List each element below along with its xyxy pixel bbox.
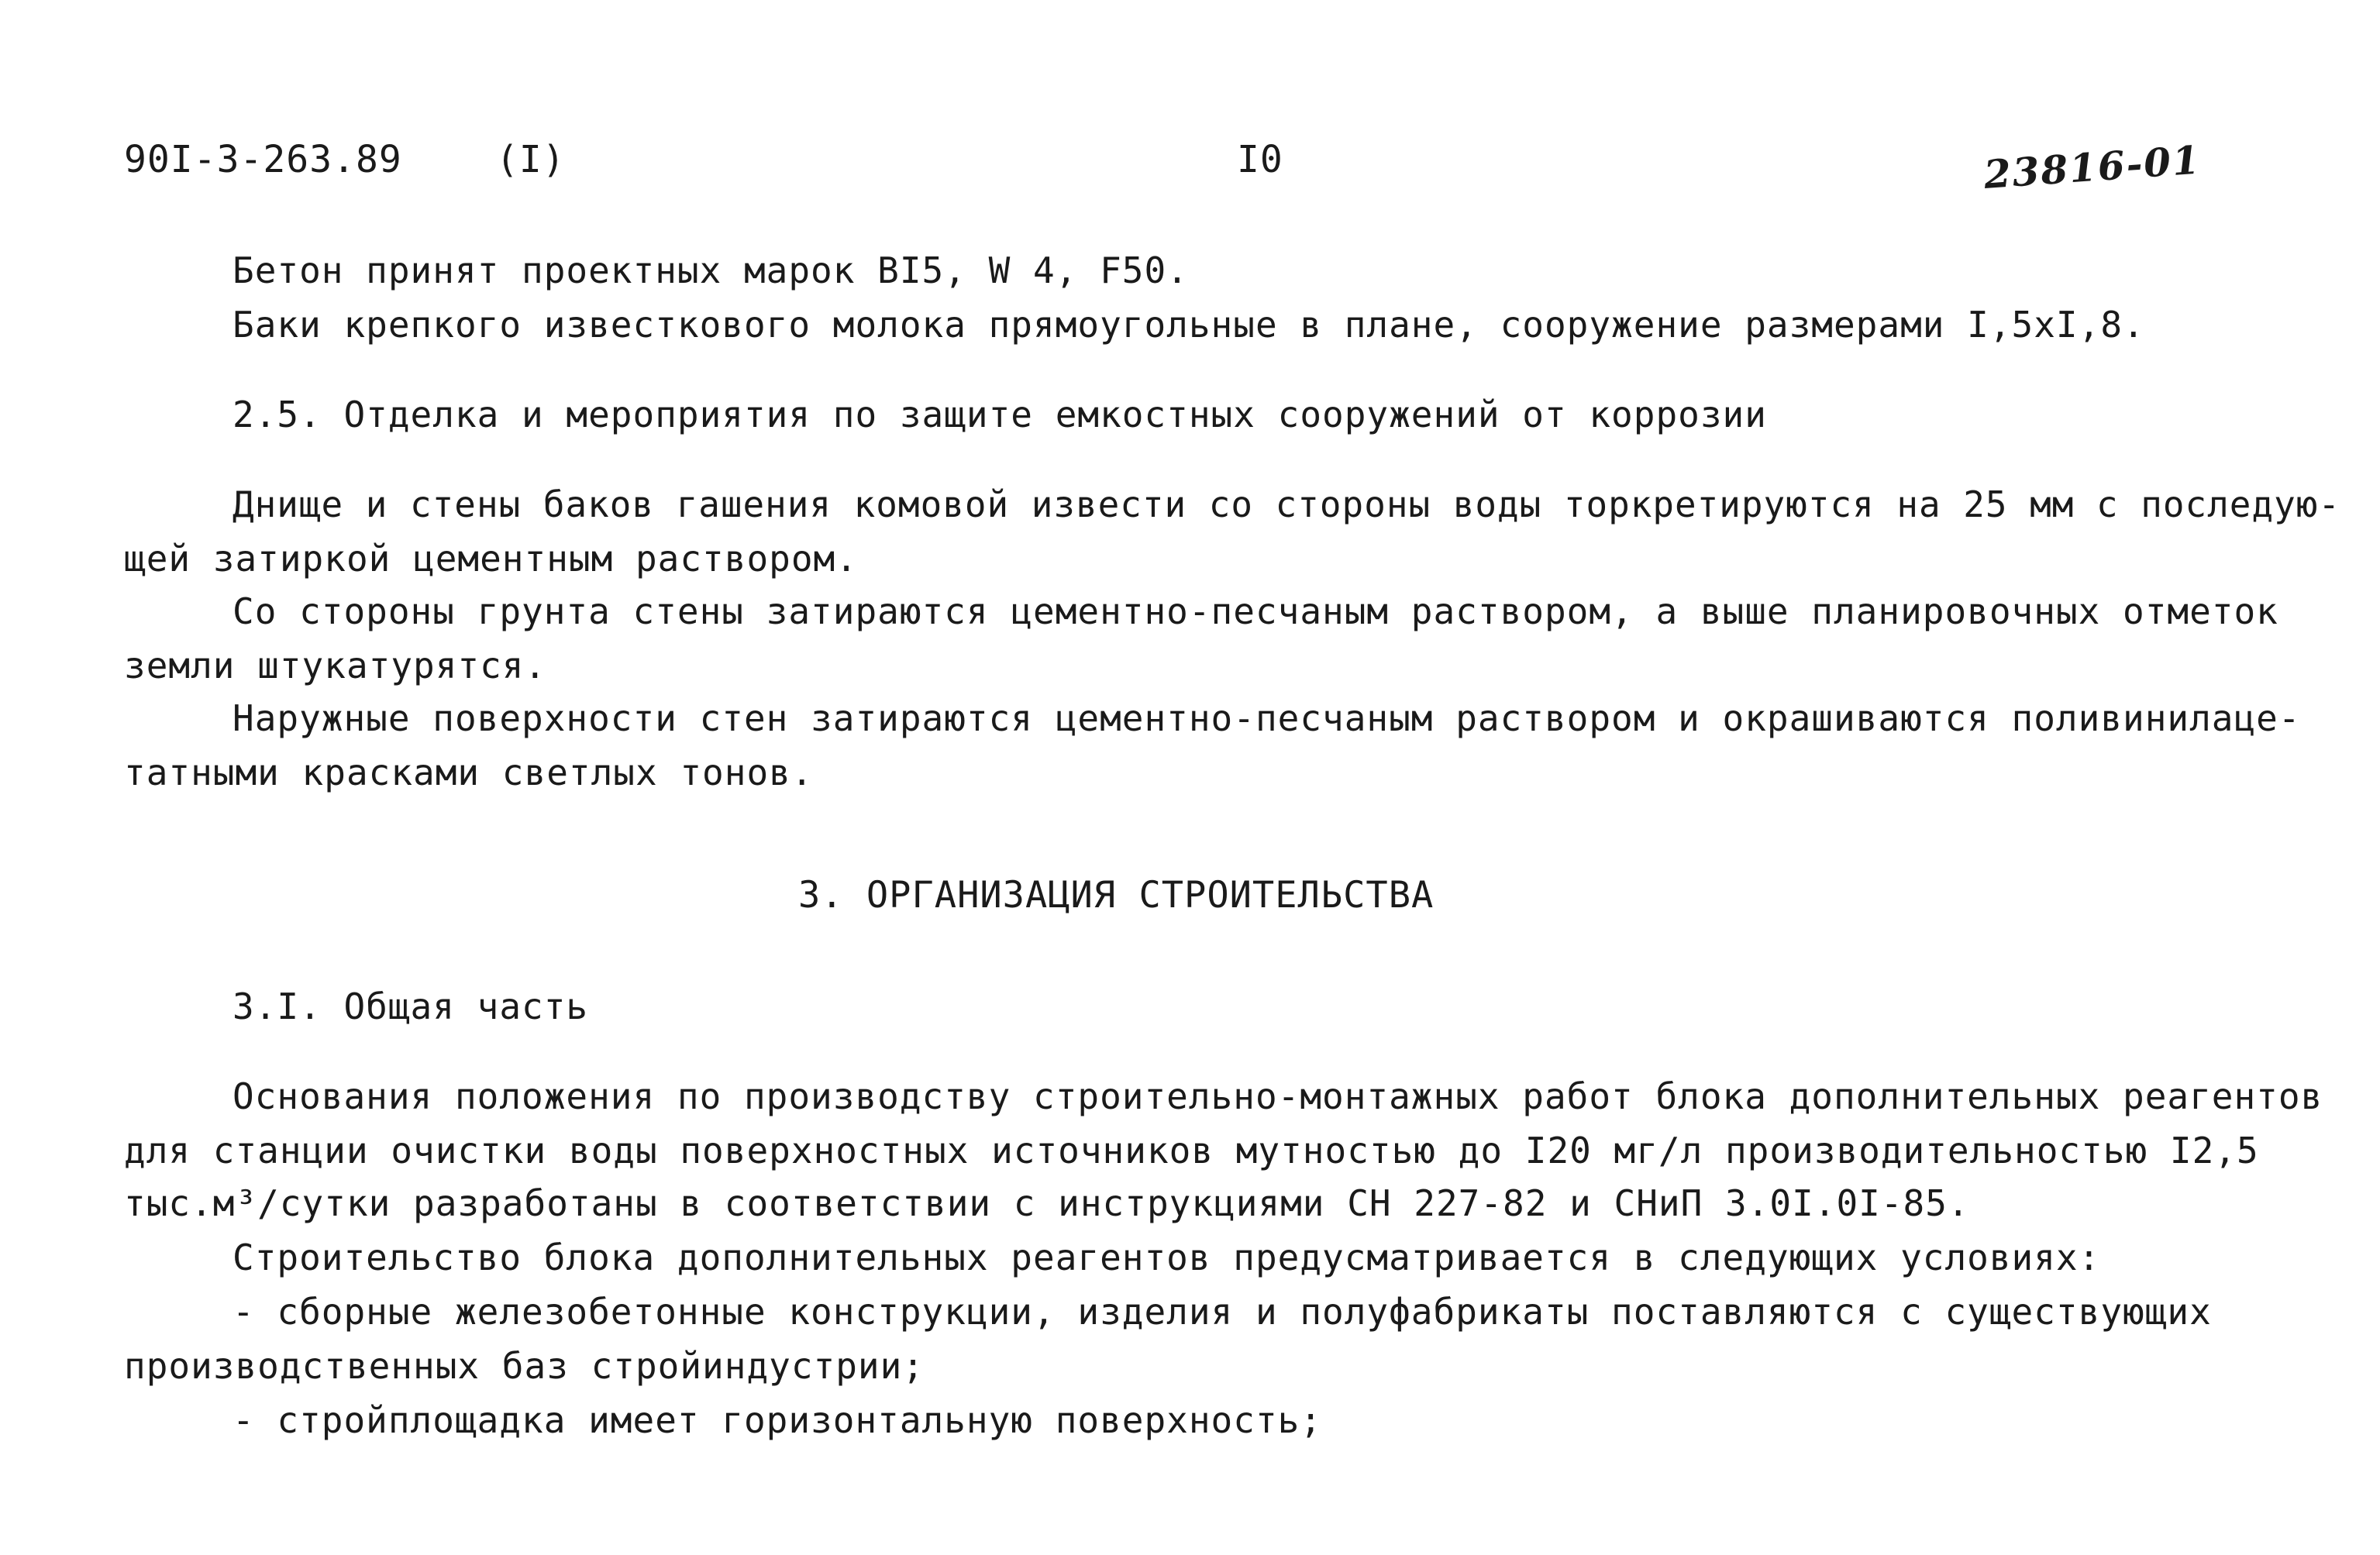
document-number: 90I-3-263.89 [124,138,402,181]
text-line-outer-surfaces: Наружные поверхности стен затираются цементно-песчаным раствором и окрашиваются поливинилаце- [232,697,2301,739]
text-line-basis-cont-2: тыс.м³/сутки разработаны в соответствии с инструкциями СН 227-82 и СНиП 3.0I.0I-85. [124,1182,1970,1224]
text-line-basis-cont-1: для станции очистки воды поверхностных источников мутностью до I20 мг/л производительностью I2,5 [124,1130,2259,1171]
text-line-outer-surfaces-cont: татными красками светлых тонов. [124,752,814,793]
text-line-basis: Основания положения по производству строительно-монтажных работ блока дополнительных реагентов [232,1075,2323,1117]
subsection-heading-3-1: 3.I. Общая часть [232,986,589,1027]
document-part: (I) [496,138,566,181]
text-line-bottom-walls: Днище и стены баков гашения комовой извести со стороны воды торкретируются на 25 мм с последую- [232,483,2340,525]
page-number: I0 [1237,138,1283,181]
section-heading-3: 3. ОРГАНИЗАЦИЯ СТРОИТЕЛЬСТВА [798,874,1435,917]
list-item-prefab-cont: производственных баз стройиндустрии; [124,1345,925,1387]
list-item-site-surface: - стройплощадка имеет горизонтальную поверхность; [232,1399,1323,1441]
subsection-heading-2-5: 2.5. Отделка и мероприятия по защите емкостных сооружений от коррозии [232,394,1767,435]
text-line-tanks: Баки крепкого известкового молока прямоугольные в плане, сооружение размерами I,5хI,8. [232,304,2145,346]
text-line-bottom-walls-cont: щей затиркой цементным раствором. [124,538,858,580]
text-line-concrete: Бетон принят проектных марок BI5, W 4, F50. [232,249,1189,291]
text-line-construction-conditions: Строительство блока дополнительных реагентов предусматривается в следующих условиях: [232,1237,2101,1278]
text-line-soil-side: Со стороны грунта стены затираются цементно-песчаным раствором, а выше планировочных отметок [232,590,2278,632]
list-item-prefab: - сборные железобетонные конструкции, изделия и полуфабрикаты поставляются с существующих [232,1291,2212,1333]
handwritten-code: 23816-01 [1982,136,2203,198]
text-line-soil-side-cont: земли штукатурятся. [124,645,547,686]
